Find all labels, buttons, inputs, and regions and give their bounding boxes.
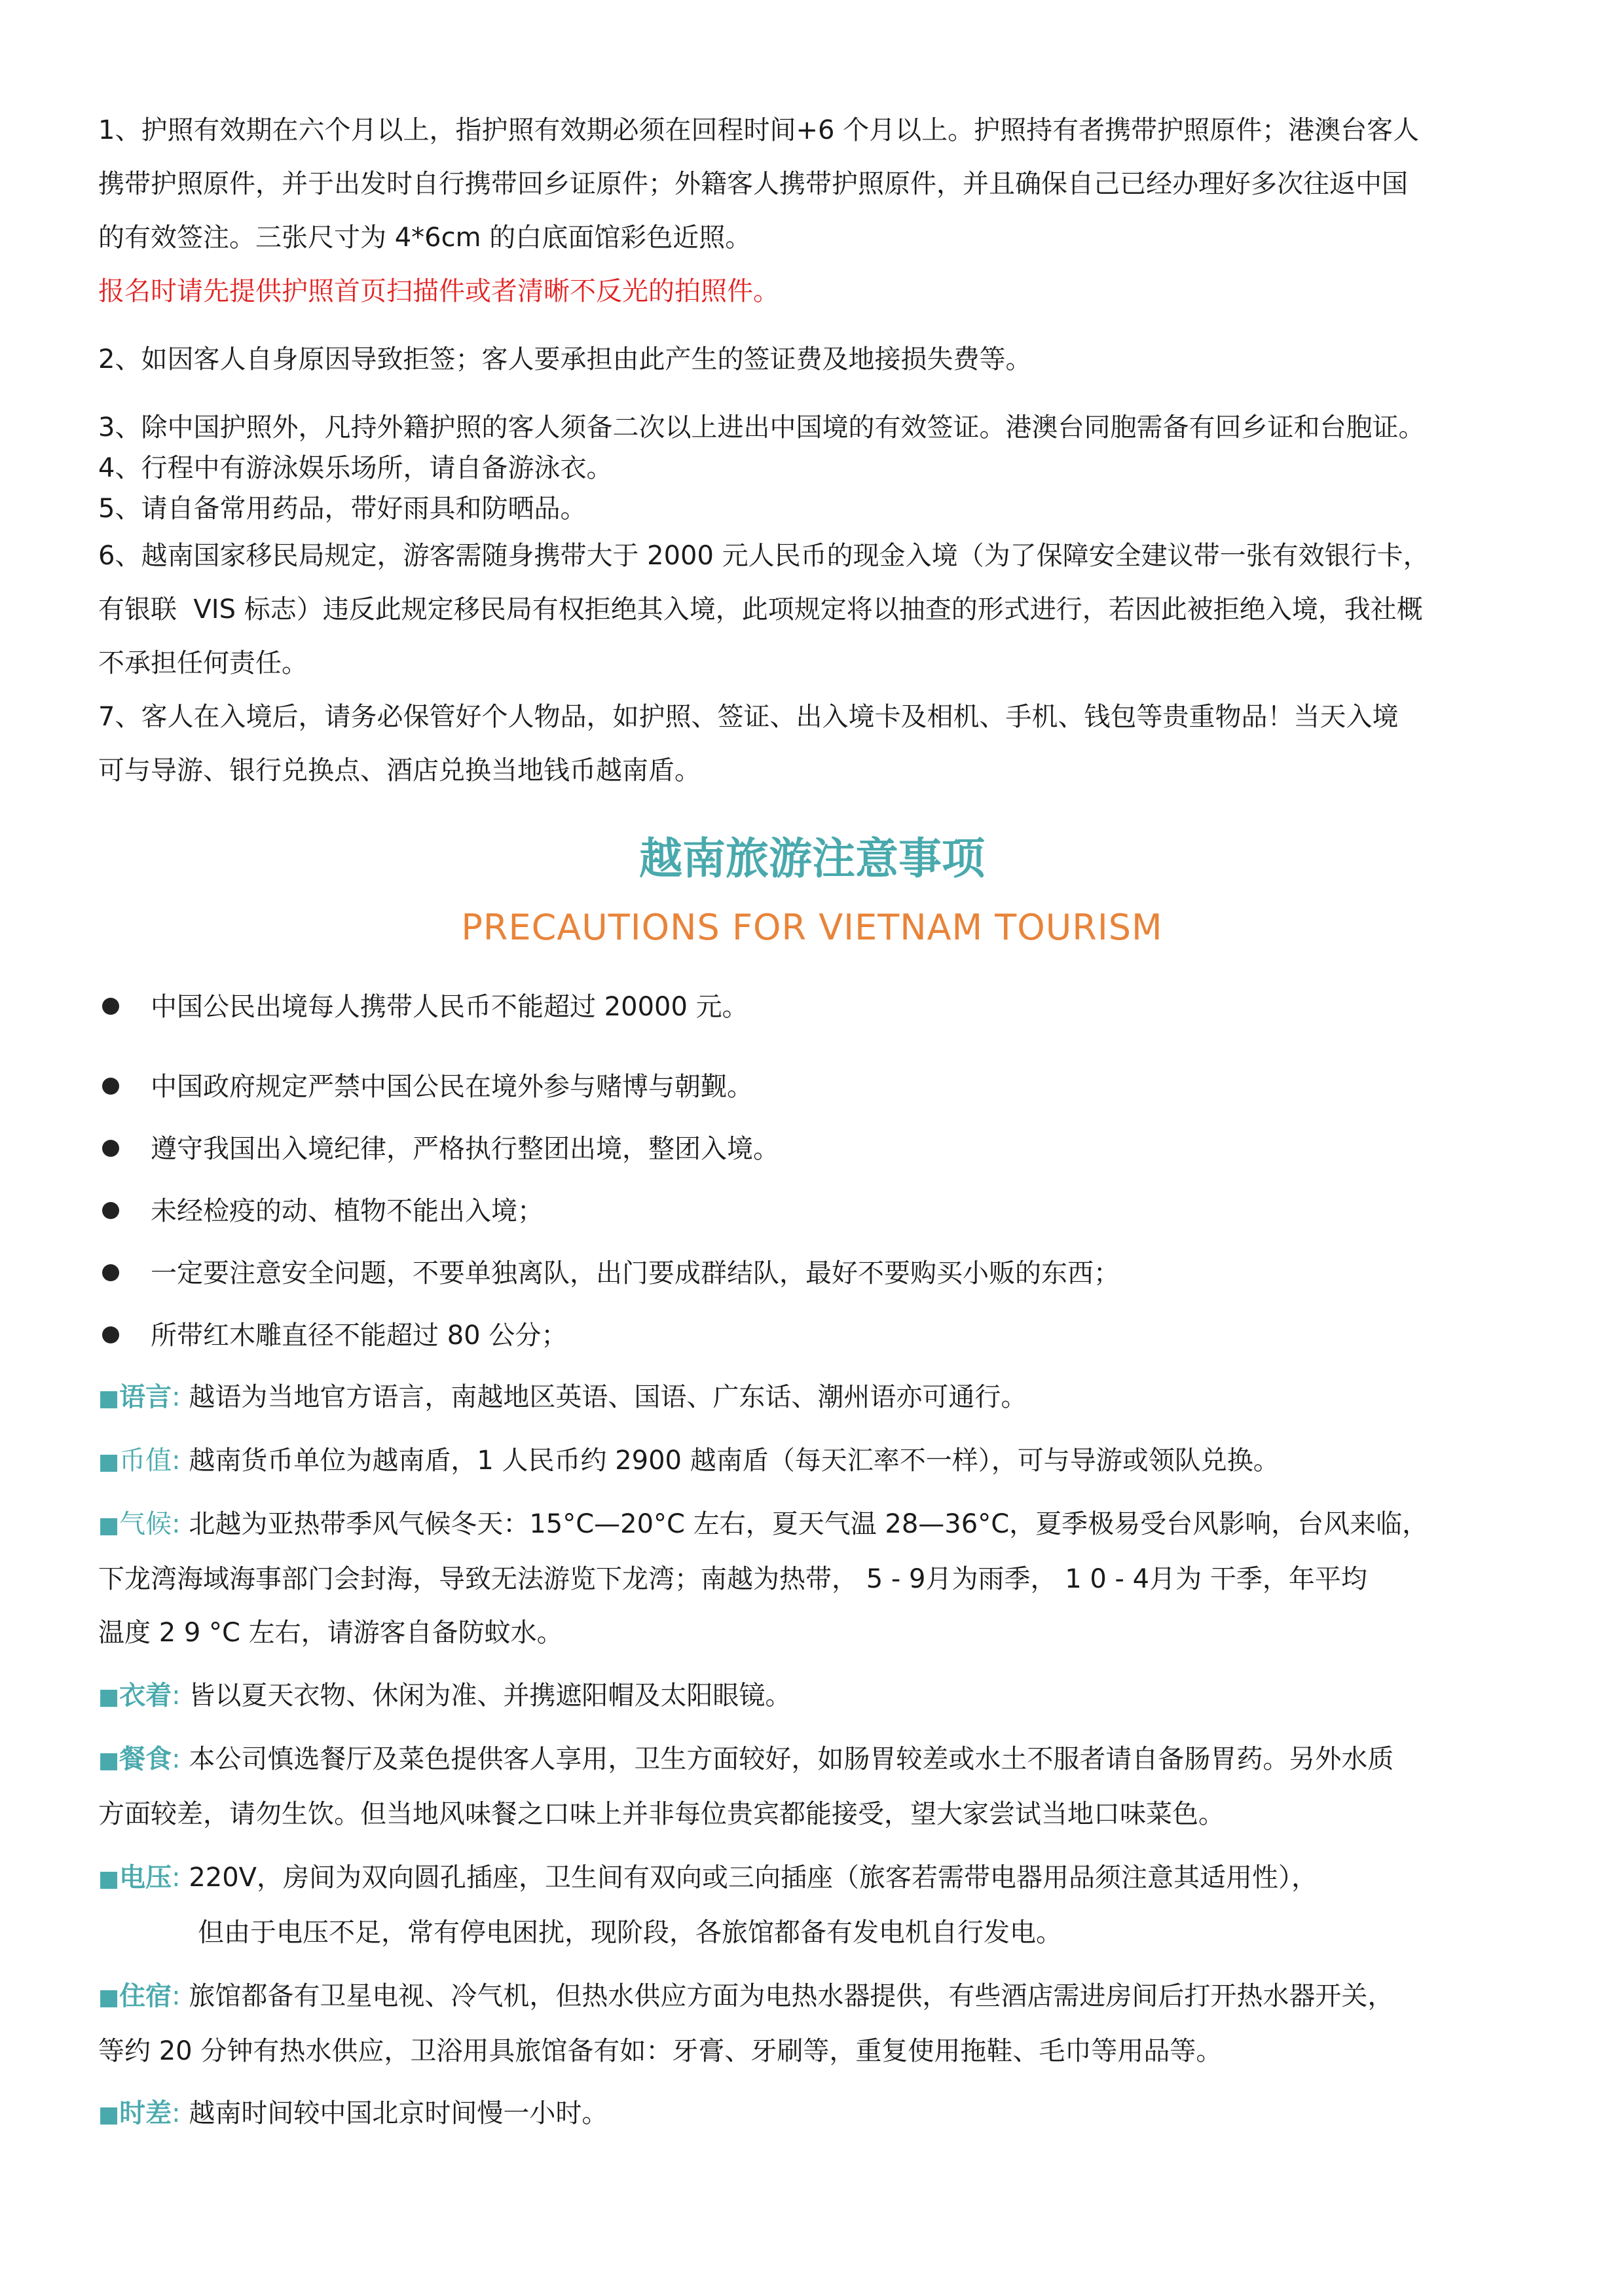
section-label: 气候 — [119, 1509, 172, 1539]
section-clothing: ■衣着: 皆以夏天衣物、休闲为准、并携遮阳帽及太阳眼镜。 — [98, 1681, 792, 1711]
section-timezone: ■时差: 越南时间较中国北京时间慢一小时。 — [98, 2098, 608, 2128]
square-bullet-icon: ■ — [98, 2102, 120, 2128]
section-label: 电压 — [119, 1863, 172, 1893]
note-6 — [98, 529, 1532, 690]
note-1-line-2: 携带护照原件，并于出发时自行携带回乡证原件；外籍客人携带护照原件，并且确保自己已经办理好多次往返中国 — [98, 169, 1408, 199]
section-currency: ■币值: 越南货币单位为越南盾，1 人民币约 2900 越南盾（每天汇率不一样），可与导游或领队兑换。 — [98, 1446, 1280, 1476]
bullet-dot-icon — [102, 1140, 119, 1157]
bullet-dot-icon — [102, 1326, 119, 1343]
section-language: ■语言: 越语为当地官方语言，南越地区英语、国语、广东话、潮州语亦可通行。 — [98, 1382, 1027, 1412]
section-label: 衣着 — [119, 1681, 172, 1711]
bullet-dot-icon — [102, 1078, 119, 1095]
square-bullet-icon: ■ — [98, 1449, 120, 1475]
section-title-en: PRECAUTIONS FOR VIETNAM TOURISM — [461, 907, 1163, 948]
note-7 — [98, 690, 1532, 797]
square-bullet-icon: ■ — [98, 1512, 120, 1539]
square-bullet-icon: ■ — [98, 1747, 120, 1774]
square-bullet-icon: ■ — [98, 1984, 120, 2011]
bullet-dot-icon — [102, 1202, 119, 1219]
section-label: 币值 — [119, 1446, 172, 1476]
bullet-item: 遵守我国出入境纪律，严格执行整团出境，整团入境。 — [98, 1126, 1532, 1172]
bullet-item: 一定要注意安全问题，不要单独离队，出门要成群结队，最好不要购买小贩的东西； — [98, 1250, 1532, 1296]
section-climate: ■气候: 北越为亚热带季风气候冬天：15°C—20°C 左右，夏天气温 28—36°C，夏季极易受台风影响，台风来临， 下龙湾海域海事部门会封海，导致无法游览下龙湾；南越为热带， 5 - 9月为雨季， 1 0 - 4月为 干季，年平均 温度 2 9 °C 左右，请游客自备防蚊水。 — [98, 1509, 1429, 1648]
note-3: 3、除中国护照外，凡持外籍护照的客人须备二次以上进出中国境的有效签证。港澳台同胞需备有回乡证和台胞证。 — [98, 412, 1425, 443]
square-bullet-icon: ■ — [98, 1684, 120, 1710]
section-label: 住宿 — [119, 1981, 172, 2011]
note-7-line-2: 可与导游、银行兑换点、酒店兑换当地钱币越南盾。 — [98, 756, 701, 786]
square-bullet-icon: ■ — [98, 1866, 120, 1892]
section-voltage: ■电压: 220V，房间为双向圆孔插座，卫生间有双向或三向插座（旅客若需带电器用品须注意其适用性）， 但由于电压不足，常有停电困扰，现阶段，各旅馆都备有发电机自行发电。 — [98, 1863, 1318, 1948]
note-1-line-1: 1、护照有效期在六个月以上，指护照有效期必须在回程时间+6 个月以上。护照持有者携带护照原件；港澳台客人 — [98, 115, 1420, 145]
bullet-item: 所带红木雕直径不能超过 80 公分； — [98, 1313, 1532, 1358]
note-1 — [98, 103, 1532, 264]
section-lodging: ■住宿: 旅馆都备有卫星电视、冷气机，但热水供应方面为电热水器提供，有些酒店需进房间后打开热水器开关， 等约 20 分钟有热水供应，卫浴用具旅馆备有如：牙膏、牙刷等，重复使用拖鞋、毛巾等用品等。 — [98, 1981, 1394, 2066]
note-6-line-1: 6、越南国家移民局规定，游客需随身携带大于 2000 元人民币的现金入境（为了保障安全建议带一张有效银行卡， — [98, 541, 1430, 571]
note-6-line-3: 不承担任何责任。 — [98, 648, 308, 678]
bullet-dot-icon — [102, 998, 119, 1015]
note-2: 2、如因客人自身原因导致拒签；客人要承担由此产生的签证费及地接损失费等。 — [98, 344, 1032, 374]
bullet-item: 中国公民出境每人携带人民币不能超过 20000 元。 — [98, 984, 1532, 1030]
note-1-red-warning: 报名时请先提供护照首页扫描件或者清晰不反光的拍照件。 — [98, 276, 779, 306]
bullet-dot-icon — [102, 1264, 119, 1281]
note-6-line-2: 有银联 VIS 标志）违反此规定移民局有权拒绝其入境，此项规定将以抽查的形式进行，若因此被拒绝入境，我社概 — [98, 594, 1423, 625]
note-7-line-1: 7、客人在入境后，请务必保管好个人物品，如护照、签证、出入境卡及相机、手机、钱包等贵重物品！当天入境 — [98, 702, 1399, 732]
bullet-item: 中国政府规定严禁中国公民在境外参与赌博与朝觐。 — [98, 1064, 1532, 1110]
section-label: 语言 — [119, 1382, 172, 1412]
bullet-item: 未经检疫的动、植物不能出入境； — [98, 1188, 1532, 1234]
note-4: 4、行程中有游泳娱乐场所，请自备游泳衣。 — [98, 453, 613, 483]
section-label: 餐食 — [119, 1744, 172, 1774]
section-dining: ■餐食: 本公司慎选餐厅及菜色提供客人享用，卫生方面较好，如肠胃较差或水土不服者请自备肠胃药。另外水质 方面较差，请勿生饮。但当地风味餐之口味上并非每位贵宾都能接受，望大家尝试当地口味菜色。 — [98, 1744, 1394, 1829]
square-bullet-icon: ■ — [98, 1385, 120, 1412]
section-label: 时差 — [119, 2098, 172, 2128]
note-1-line-3: 的有效签注。三张尺寸为 4*6cm 的白底面馆彩色近照。 — [98, 223, 752, 253]
note-5: 5、请自备常用药品，带好雨具和防晒品。 — [98, 494, 587, 524]
section-title-cn: 越南旅游注意事项 — [639, 833, 985, 884]
